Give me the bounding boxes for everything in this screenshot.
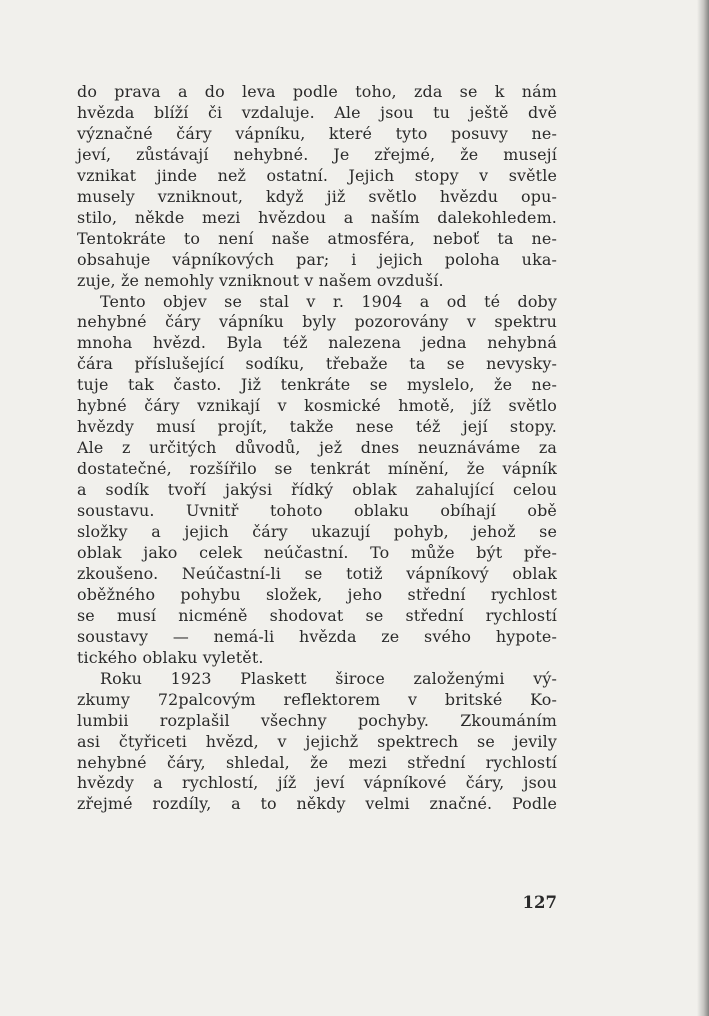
- paragraph-1: [77, 82, 557, 292]
- text-line: oběžného pohybu složek, jeho střední rychlost: [77, 584, 557, 604]
- text-line: nehybné čáry, shledal, že mezi střední rychlostí: [77, 752, 557, 772]
- body-text: [77, 82, 557, 815]
- text-line: stilo, někde mezi hvězdou a naším dalekohledem.: [77, 207, 557, 227]
- paragraph-3: [77, 669, 557, 816]
- text-line: Ale z určitých důvodů, jež dnes neuznáváme za: [77, 438, 557, 458]
- text-line: zřejmé rozdíly, a to někdy velmi značné. Podle: [77, 794, 557, 814]
- page-edge-shadow: [697, 0, 709, 1016]
- text-line: mnoha hvězd. Byla též nalezena jedna nehybná: [77, 333, 557, 353]
- text-line: obsahuje vápníkových par; i jejich poloha uka-: [77, 249, 557, 269]
- text-line: hvězda blíží či vzdaluje. Ale jsou tu ještě dvě: [77, 102, 557, 122]
- text-line: Tentokráte to není naše atmosféra, neboť ta ne-: [77, 228, 557, 248]
- paragraph-2: [77, 292, 557, 669]
- text-line: oblak jako celek neúčastní. To může být pře-: [77, 542, 557, 562]
- text-line: zuje, že nemohly vzniknout v našem ovzduší.: [77, 270, 444, 290]
- text-line: tuje tak často. Již tenkráte se myslelo, že ne-: [77, 375, 557, 395]
- text-line: a sodík tvoří jakýsi řídký oblak zahalující celou: [77, 480, 557, 500]
- text-line: musely vzniknout, když již světlo hvězdu opu-: [77, 186, 557, 206]
- text-line: Tento objev se stal v r. 1904 a od té doby: [100, 291, 557, 311]
- text-line: čára příslušející sodíku, třebaže ta se nevysky-: [77, 354, 557, 374]
- text-line: dostatečné, rozšířilo se tenkrát mínění, že vápník: [77, 459, 557, 479]
- text-line: zkumy 72palcovým reflektorem v britské Ko-: [77, 689, 557, 709]
- text-line: jeví, zůstávají nehybné. Je zřejmé, že musejí: [77, 144, 557, 164]
- text-line: význačné čáry vápníku, které tyto posuvy ne-: [77, 123, 557, 143]
- text-line: soustavy — nemá-li hvězda ze svého hypote-: [77, 626, 557, 646]
- text-line: lumbii rozplašil všechny pochyby. Zkoumáním: [77, 710, 557, 730]
- text-line: složky a jejich čáry ukazují pohyb, jehož se: [77, 522, 557, 542]
- text-line: do prava a do leva podle toho, zda se k nám: [77, 82, 557, 101]
- text-line: soustavu. Uvnitř tohoto oblaku obíhají obě: [77, 501, 557, 521]
- text-line: se musí nicméně shodovat se střední rychlostí: [77, 605, 557, 625]
- text-line: hvězdy musí projít, takže nese též její stopy.: [77, 417, 557, 437]
- text-line: zkoušeno. Neúčastní-li se totiž vápníkový oblak: [77, 563, 557, 583]
- text-line: nehybné čáry vápníku byly pozorovány v spektru: [77, 312, 557, 332]
- text-line: Roku 1923 Plaskett široce založenými vý-: [100, 668, 557, 688]
- text-line: hybné čáry vznikají v kosmické hmotě, jíž světlo: [77, 396, 557, 416]
- text-line: hvězdy a rychlostí, jíž jeví vápníkové čáry, jsou: [77, 773, 557, 793]
- text-line: asi čtyřiceti hvězd, v jejichž spektrech se jevily: [77, 731, 557, 751]
- text-line: tického oblaku vyletět.: [77, 647, 264, 667]
- page-number: 127: [522, 893, 557, 912]
- text-line: vznikat jinde než ostatní. Jejich stopy v světle: [77, 165, 557, 185]
